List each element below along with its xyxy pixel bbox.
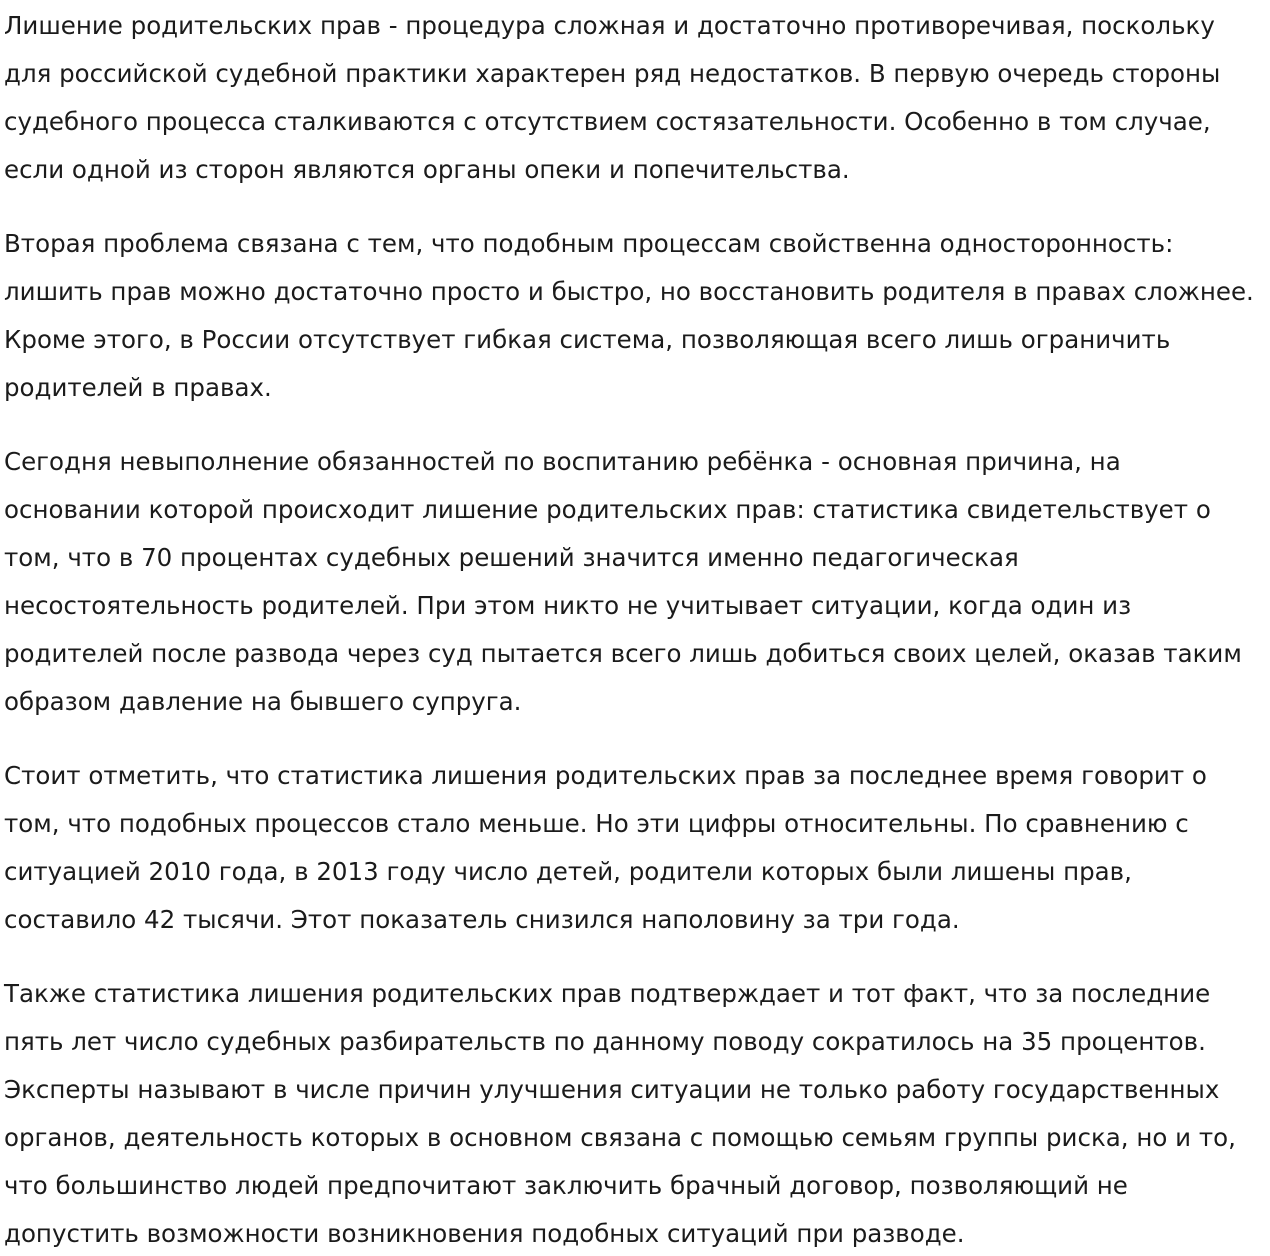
paragraph: Стоит отметить, что статистика лишения родительских прав за последнее время говорит о том, что подобных процессов стало меньше. Но эти цифры относительны. По сравнению с ситуацией 2010 года, в 2013 году число детей, родители которых были лишены прав, составило 42 тысячи. Этот показатель снизился наполовину за три года. xyxy=(4,761,1207,934)
paragraph: Также статистика лишения родительских прав подтверждает и тот факт, что за последние пять лет число судебных разбирательств по данному поводу сократилось на 35 процентов. Эксперты называют в числе причин улучшения ситуации не только работу государственных органов, деятельность которых в основном связана с помощью семьям группы риска, но и то, что большинство людей предпочитают заключить брачный договор, позволяющий не допустить возможности возникновения подобных ситуаций при разводе. xyxy=(4,979,1236,1248)
paragraph: Лишение родительских прав - процедура сложная и достаточно противоречивая, поскольку для российской судебной практики характерен ряд недостатков. В первую очередь стороны судебного процесса сталкиваются с отсутствием состязательности. Особенно в том случае, если одной из сторон являются органы опеки и попечительства. xyxy=(4,11,1221,184)
paragraph: Вторая проблема связана с тем, что подобным процессам свойственна односторонность: лишить прав можно достаточно просто и быстро, но восстановить родителя в правах сложнее. Кроме этого, в России отсутствует гибкая система, позволяющая всего лишь ограничить родителей в правах. xyxy=(4,229,1254,402)
paragraph: Сегодня невыполнение обязанностей по воспитанию ребёнка - основная причина, на основании которой происходит лишение родительских прав: статистика свидетельствует о том, что в 70 процентах судебных решений значится именно педагогическая несостоятельность родителей. При этом никто не учитывает ситуации, когда один из родителей после развода через суд пытается всего лишь добиться своих целей, оказав таким образом давление на бывшего супруга. xyxy=(4,447,1242,716)
